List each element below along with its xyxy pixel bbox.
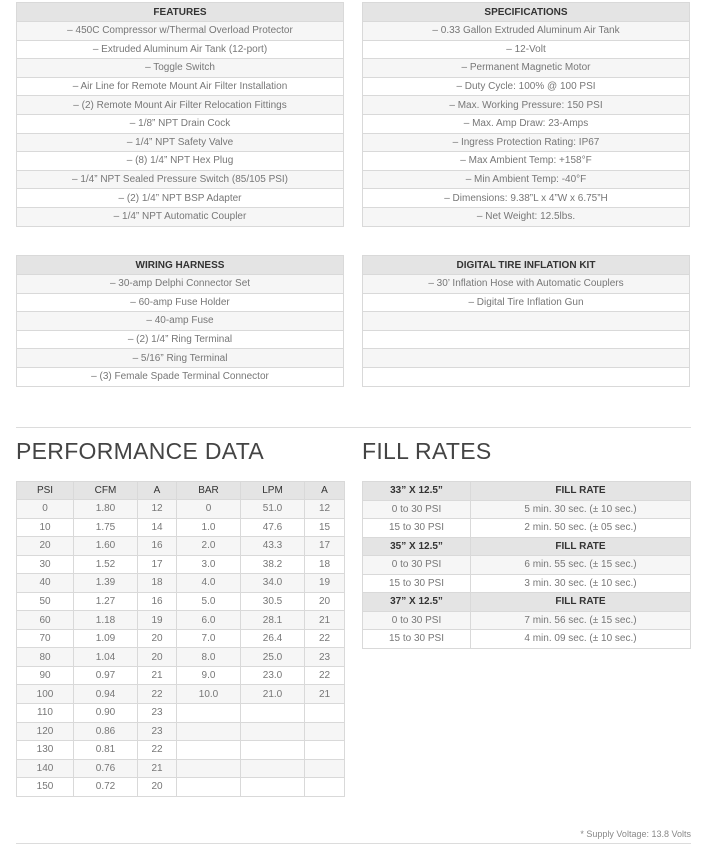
performance-row xyxy=(17,741,345,760)
performance-cell: 21 xyxy=(138,759,177,778)
performance-cell: 34.0 xyxy=(241,574,305,593)
performance-cell xyxy=(305,704,345,723)
feature-item-text: – 1/4” NPT Safety Valve xyxy=(17,133,344,152)
performance-rows xyxy=(17,500,345,797)
performance-cell xyxy=(305,778,345,797)
performance-cell: 120 xyxy=(17,722,74,741)
fill-time: 6 min. 55 sec. (± 15 sec.) xyxy=(471,556,691,575)
feature-item-text: – 1/4” NPT Sealed Pressure Switch (85/105 PSI) xyxy=(17,170,344,189)
performance-cell: 18 xyxy=(138,574,177,593)
performance-cell xyxy=(241,759,305,778)
performance-cell: 17 xyxy=(305,537,345,556)
features-table xyxy=(16,2,344,227)
pressure-range: 0 to 30 PSI xyxy=(363,611,471,630)
feature-item-text: – 1/4” NPT Automatic Coupler xyxy=(17,207,344,226)
performance-data-table xyxy=(16,481,345,797)
fill-rates-table xyxy=(362,481,691,649)
features-header: FEATURES xyxy=(17,3,344,22)
section-divider xyxy=(16,427,691,428)
tire-inflation-kit-item xyxy=(363,367,690,386)
fill-time: 7 min. 56 sec. (± 15 sec.) xyxy=(471,611,691,630)
fill-rate-label: FILL RATE xyxy=(471,593,691,612)
performance-row xyxy=(17,537,345,556)
feature-item xyxy=(17,152,344,171)
performance-cell: 22 xyxy=(305,629,345,648)
feature-item xyxy=(17,40,344,59)
fill-rates-heading: FILL RATES xyxy=(362,438,492,464)
tire-size: 37” X 12.5” xyxy=(363,593,471,612)
specification-item xyxy=(363,40,690,59)
specification-item-text: – Max Ambient Temp: +158°F xyxy=(363,152,690,171)
specification-item xyxy=(363,170,690,189)
performance-cell: 12 xyxy=(305,500,345,519)
wiring-harness-item-text: – (3) Female Spade Terminal Connector xyxy=(17,367,344,386)
performance-cell: 21 xyxy=(305,685,345,704)
performance-column-header: A xyxy=(138,482,177,500)
performance-cell: 1.0 xyxy=(177,518,241,537)
tire-size: 33” X 12.5” xyxy=(363,482,471,501)
fill-time: 4 min. 09 sec. (± 10 sec.) xyxy=(471,630,691,649)
specification-item-text: – Net Weight: 12.5lbs. xyxy=(363,207,690,226)
performance-cell: 21 xyxy=(138,666,177,685)
performance-header-row xyxy=(17,482,345,500)
performance-cell: 22 xyxy=(138,741,177,760)
performance-cell: 5.0 xyxy=(177,592,241,611)
performance-cell xyxy=(177,722,241,741)
wiring-harness-item-text: – 30-amp Delphi Connector Set xyxy=(17,275,344,294)
tire-inflation-kit-item xyxy=(363,330,690,349)
feature-item xyxy=(17,133,344,152)
fill-rate-row xyxy=(363,500,691,519)
performance-cell: 8.0 xyxy=(177,648,241,667)
wiring-harness-item xyxy=(17,349,344,368)
tire-inflation-kit-item-text xyxy=(363,349,690,368)
performance-cell xyxy=(305,759,345,778)
specification-item-text: – 0.33 Gallon Extruded Aluminum Air Tank xyxy=(363,22,690,41)
tire-inflation-kit-item-text: – Digital Tire Inflation Gun xyxy=(363,293,690,312)
performance-cell xyxy=(177,741,241,760)
performance-cell: 21.0 xyxy=(241,685,305,704)
performance-cell: 130 xyxy=(17,741,74,760)
feature-item-text: – (2) Remote Mount Air Filter Relocation Fittings xyxy=(17,96,344,115)
tire-inflation-kit-item-text xyxy=(363,367,690,386)
wiring-harness-list xyxy=(17,275,344,387)
specification-item xyxy=(363,77,690,96)
performance-cell: 2.0 xyxy=(177,537,241,556)
performance-cell: 1.18 xyxy=(74,611,138,630)
performance-row xyxy=(17,500,345,519)
wiring-harness-header: WIRING HARNESS xyxy=(17,256,344,275)
performance-cell: 10 xyxy=(17,518,74,537)
fill-rate-group-header xyxy=(363,482,691,501)
feature-item-text: – 450C Compressor w/Thermal Overload Protector xyxy=(17,22,344,41)
performance-cell: 150 xyxy=(17,778,74,797)
specifications-list xyxy=(363,22,690,227)
performance-cell: 22 xyxy=(138,685,177,704)
wiring-harness-item-text: – 5/16” Ring Terminal xyxy=(17,349,344,368)
performance-cell: 1.04 xyxy=(74,648,138,667)
performance-cell: 50 xyxy=(17,592,74,611)
performance-row xyxy=(17,685,345,704)
specifications-table xyxy=(362,2,690,227)
specification-item-text: – Max. Working Pressure: 150 PSI xyxy=(363,96,690,115)
specification-item xyxy=(363,207,690,226)
specification-item xyxy=(363,133,690,152)
pressure-range: 15 to 30 PSI xyxy=(363,519,471,538)
performance-cell xyxy=(177,759,241,778)
performance-row xyxy=(17,518,345,537)
performance-cell xyxy=(241,741,305,760)
fill-rate-row xyxy=(363,519,691,538)
tire-inflation-kit-item xyxy=(363,349,690,368)
performance-cell: 23 xyxy=(138,704,177,723)
wiring-harness-item xyxy=(17,367,344,386)
performance-column-header: CFM xyxy=(74,482,138,500)
performance-data-heading: PERFORMANCE DATA xyxy=(16,438,265,464)
performance-cell xyxy=(177,778,241,797)
feature-item xyxy=(17,22,344,41)
performance-cell: 0.81 xyxy=(74,741,138,760)
fill-rate-row xyxy=(363,556,691,575)
specification-item xyxy=(363,59,690,78)
feature-item xyxy=(17,170,344,189)
wiring-harness-item-text: – 40-amp Fuse xyxy=(17,312,344,331)
digital-tire-inflation-kit-header: DIGITAL TIRE INFLATION KIT xyxy=(363,256,690,275)
performance-row xyxy=(17,778,345,797)
performance-cell xyxy=(241,722,305,741)
performance-column-header: A xyxy=(305,482,345,500)
features-list xyxy=(17,22,344,227)
specification-item-text: – Dimensions: 9.38”L x 4”W x 6.75”H xyxy=(363,189,690,208)
performance-cell xyxy=(305,741,345,760)
performance-cell: 1.39 xyxy=(74,574,138,593)
performance-row xyxy=(17,648,345,667)
pressure-range: 0 to 30 PSI xyxy=(363,556,471,575)
feature-item xyxy=(17,77,344,96)
digital-tire-inflation-kit-table xyxy=(362,255,690,387)
performance-cell: 0.72 xyxy=(74,778,138,797)
specification-item xyxy=(363,96,690,115)
performance-cell: 9.0 xyxy=(177,666,241,685)
performance-cell: 25.0 xyxy=(241,648,305,667)
specification-item xyxy=(363,189,690,208)
performance-cell: 16 xyxy=(138,537,177,556)
performance-column-header: BAR xyxy=(177,482,241,500)
fill-rate-row xyxy=(363,574,691,593)
fill-time: 5 min. 30 sec. (± 10 sec.) xyxy=(471,500,691,519)
feature-item-text: – Extruded Aluminum Air Tank (12-port) xyxy=(17,40,344,59)
fill-time: 3 min. 30 sec. (± 10 sec.) xyxy=(471,574,691,593)
performance-row xyxy=(17,592,345,611)
feature-item-text: – Toggle Switch xyxy=(17,59,344,78)
performance-cell: 3.0 xyxy=(177,555,241,574)
performance-cell: 17 xyxy=(138,555,177,574)
performance-cell: 23.0 xyxy=(241,666,305,685)
performance-cell: 22 xyxy=(305,666,345,685)
performance-cell: 47.6 xyxy=(241,518,305,537)
tire-inflation-kit-item xyxy=(363,275,690,294)
performance-row xyxy=(17,722,345,741)
performance-cell xyxy=(241,778,305,797)
performance-cell: 0.90 xyxy=(74,704,138,723)
tire-inflation-kit-item-text xyxy=(363,312,690,331)
wiring-harness-table xyxy=(16,255,344,387)
feature-item xyxy=(17,114,344,133)
digital-tire-inflation-kit-list xyxy=(363,275,690,387)
fill-rate-row xyxy=(363,630,691,649)
performance-cell: 0 xyxy=(17,500,74,519)
fill-rate-row xyxy=(363,611,691,630)
feature-item xyxy=(17,207,344,226)
performance-cell: 1.27 xyxy=(74,592,138,611)
performance-cell: 110 xyxy=(17,704,74,723)
performance-cell: 38.2 xyxy=(241,555,305,574)
performance-cell: 28.1 xyxy=(241,611,305,630)
fill-rate-group-header xyxy=(363,593,691,612)
performance-cell xyxy=(305,722,345,741)
performance-cell: 0.86 xyxy=(74,722,138,741)
performance-column-header: LPM xyxy=(241,482,305,500)
feature-item xyxy=(17,96,344,115)
feature-item-text: – (8) 1/4” NPT Hex Plug xyxy=(17,152,344,171)
specifications-header: SPECIFICATIONS xyxy=(363,3,690,22)
performance-cell: 1.60 xyxy=(74,537,138,556)
performance-cell: 60 xyxy=(17,611,74,630)
performance-cell: 20 xyxy=(138,778,177,797)
performance-cell: 10.0 xyxy=(177,685,241,704)
performance-cell: 21 xyxy=(305,611,345,630)
performance-cell: 70 xyxy=(17,629,74,648)
performance-row xyxy=(17,574,345,593)
performance-cell: 0.97 xyxy=(74,666,138,685)
feature-item xyxy=(17,59,344,78)
performance-cell: 30.5 xyxy=(241,592,305,611)
wiring-harness-item xyxy=(17,293,344,312)
fill-rate-label: FILL RATE xyxy=(471,537,691,556)
performance-cell: 7.0 xyxy=(177,629,241,648)
tire-inflation-kit-item-text: – 30’ Inflation Hose with Automatic Couplers xyxy=(363,275,690,294)
performance-cell: 6.0 xyxy=(177,611,241,630)
performance-cell: 20 xyxy=(305,592,345,611)
performance-cell: 0 xyxy=(177,500,241,519)
specification-item xyxy=(363,22,690,41)
specification-item-text: – Ingress Protection Rating: IP67 xyxy=(363,133,690,152)
performance-cell: 43.3 xyxy=(241,537,305,556)
performance-cell: 30 xyxy=(17,555,74,574)
supply-voltage-footnote: * Supply Voltage: 13.8 Volts xyxy=(580,829,691,839)
performance-cell: 18 xyxy=(305,555,345,574)
wiring-harness-item xyxy=(17,312,344,331)
wiring-harness-item xyxy=(17,330,344,349)
footer-divider xyxy=(16,843,691,844)
performance-row xyxy=(17,666,345,685)
wiring-harness-item-text: – (2) 1/4” Ring Terminal xyxy=(17,330,344,349)
tire-inflation-kit-item xyxy=(363,312,690,331)
performance-cell: 40 xyxy=(17,574,74,593)
pressure-range: 0 to 30 PSI xyxy=(363,500,471,519)
performance-cell: 19 xyxy=(138,611,177,630)
performance-cell: 4.0 xyxy=(177,574,241,593)
performance-cell xyxy=(241,704,305,723)
fill-rate-rows xyxy=(363,482,691,649)
tire-size: 35” X 12.5” xyxy=(363,537,471,556)
performance-cell: 80 xyxy=(17,648,74,667)
performance-cell: 23 xyxy=(138,722,177,741)
specification-item-text: – Min Ambient Temp: -40°F xyxy=(363,170,690,189)
wiring-harness-item-text: – 60-amp Fuse Holder xyxy=(17,293,344,312)
performance-cell: 1.80 xyxy=(74,500,138,519)
performance-cell: 16 xyxy=(138,592,177,611)
performance-row xyxy=(17,704,345,723)
feature-item-text: – (2) 1/4” NPT BSP Adapter xyxy=(17,189,344,208)
performance-cell: 51.0 xyxy=(241,500,305,519)
performance-row xyxy=(17,629,345,648)
specification-item-text: – Max. Amp Draw: 23-Amps xyxy=(363,114,690,133)
fill-time: 2 min. 50 sec. (± 05 sec.) xyxy=(471,519,691,538)
performance-cell: 1.09 xyxy=(74,629,138,648)
specification-item xyxy=(363,152,690,171)
performance-cell: 20 xyxy=(138,648,177,667)
specification-item-text: – 12-Volt xyxy=(363,40,690,59)
performance-cell: 15 xyxy=(305,518,345,537)
feature-item xyxy=(17,189,344,208)
pressure-range: 15 to 30 PSI xyxy=(363,630,471,649)
specification-item-text: – Permanent Magnetic Motor xyxy=(363,59,690,78)
performance-cell: 1.52 xyxy=(74,555,138,574)
performance-cell: 26.4 xyxy=(241,629,305,648)
pressure-range: 15 to 30 PSI xyxy=(363,574,471,593)
tire-inflation-kit-item xyxy=(363,293,690,312)
feature-item-text: – Air Line for Remote Mount Air Filter Installation xyxy=(17,77,344,96)
performance-cell: 90 xyxy=(17,666,74,685)
specification-item-text: – Duty Cycle: 100% @ 100 PSI xyxy=(363,77,690,96)
fill-rate-label: FILL RATE xyxy=(471,482,691,501)
performance-cell: 1.75 xyxy=(74,518,138,537)
performance-row xyxy=(17,611,345,630)
tire-inflation-kit-item-text xyxy=(363,330,690,349)
performance-cell: 140 xyxy=(17,759,74,778)
performance-cell: 12 xyxy=(138,500,177,519)
performance-row xyxy=(17,759,345,778)
performance-row xyxy=(17,555,345,574)
performance-cell: 0.94 xyxy=(74,685,138,704)
performance-cell: 20 xyxy=(138,629,177,648)
performance-cell: 23 xyxy=(305,648,345,667)
performance-cell: 14 xyxy=(138,518,177,537)
performance-cell: 100 xyxy=(17,685,74,704)
performance-cell: 0.76 xyxy=(74,759,138,778)
wiring-harness-item xyxy=(17,275,344,294)
feature-item-text: – 1/8” NPT Drain Cock xyxy=(17,114,344,133)
fill-rate-group-header xyxy=(363,537,691,556)
performance-cell xyxy=(177,704,241,723)
performance-column-header: PSI xyxy=(17,482,74,500)
specification-item xyxy=(363,114,690,133)
performance-cell: 20 xyxy=(17,537,74,556)
performance-cell: 19 xyxy=(305,574,345,593)
